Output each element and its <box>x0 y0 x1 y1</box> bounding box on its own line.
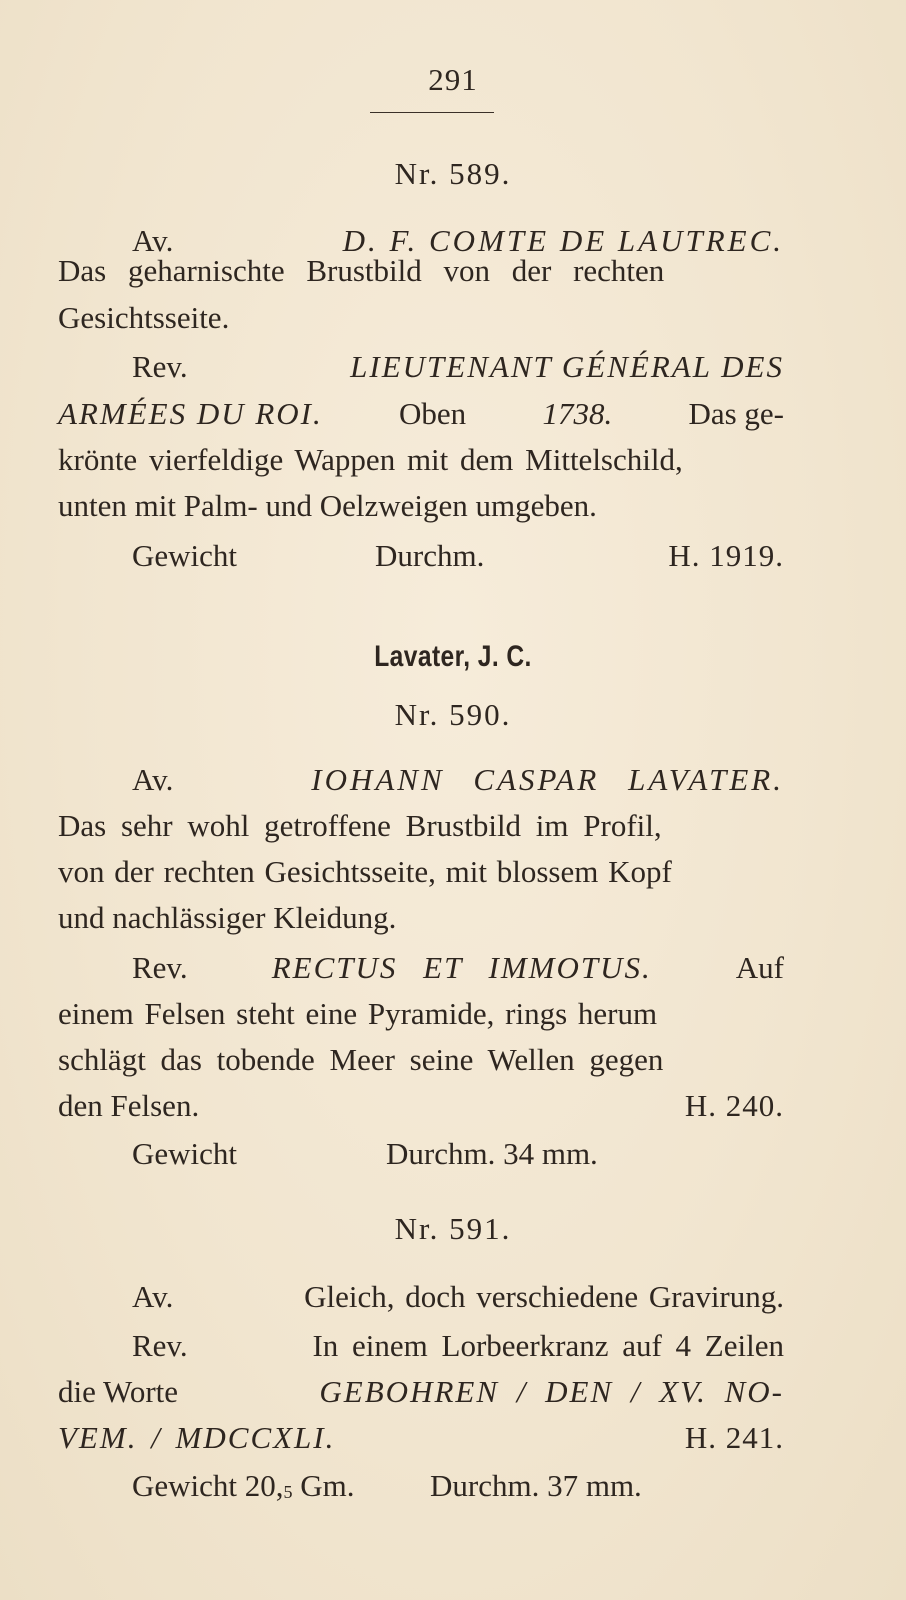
reverse-legend-cont: VEM. / MDCCXLI. <box>58 1420 336 1455</box>
entry-589-obverse-desc-1 <box>58 251 788 291</box>
entry-589-obverse-desc-2: Gesichtsseite. <box>58 300 230 335</box>
entry-589-reverse-desc-3: unten mit Palm- und Oelzweigen umgeben. <box>58 488 597 523</box>
obverse-label: Av. <box>132 223 174 258</box>
reverse-legend: RECTUS ET IMMOTUS. <box>271 950 652 985</box>
weight-value-sub: 5 <box>283 1482 293 1502</box>
oben-label: Oben <box>399 396 467 431</box>
page-number: 291 <box>428 62 478 97</box>
entry-591-obverse-line <box>132 1277 784 1317</box>
reverse-desc: In einem Lorbeerkranz auf 4 Zeilen <box>312 1328 784 1363</box>
entry-589-reverse-line-1 <box>132 347 784 387</box>
reverse-desc-cont: die Worte <box>58 1374 179 1409</box>
entry-590-obverse-desc-2: von der rechten Gesichtsseite, mit blossem Kopf <box>58 854 672 889</box>
entry-591-reverse-line-1 <box>132 1326 784 1366</box>
reverse-label: Rev. <box>132 349 188 384</box>
weight-label <box>132 1466 355 1512</box>
entry-590-reverse-desc-2: einem Felsen steht eine Pyramide, rings herum <box>58 996 658 1031</box>
entry-590-obverse-desc-3: und nachlässiger Kleidung. <box>58 900 397 935</box>
entry-589-number: Nr. 589. <box>394 156 512 191</box>
entry-591-reverse-line-2 <box>58 1372 784 1412</box>
reverse-desc-start: Das ge- <box>688 396 784 431</box>
entry-589-reverse-line-2 <box>58 394 784 434</box>
obverse-label: Av. <box>132 1279 174 1314</box>
obverse-desc: Gleich, doch verschiedene Gravirung. <box>304 1279 784 1314</box>
diameter-label: Durchm. 37 mm. <box>430 1468 642 1503</box>
page-number-rule <box>370 112 494 113</box>
obverse-label: Av. <box>132 762 174 797</box>
reverse-label: Rev. <box>132 1328 188 1363</box>
entry-590-reverse-line-1 <box>132 948 784 988</box>
catalogue-ref: H. 1919. <box>668 538 784 573</box>
section-heading: Lavater, J. C. <box>374 640 532 673</box>
diameter-label: Durchm. <box>375 538 485 573</box>
text-line: Das geharnischte Brustbild von der rechten <box>58 253 665 288</box>
diameter-label: Durchm. 34 mm. <box>386 1136 598 1171</box>
catalogue-ref: H. 241. <box>684 1420 784 1455</box>
reverse-desc-start: Auf <box>735 950 784 985</box>
reverse-year: 1738. <box>542 396 613 431</box>
catalogue-ref: H. 240. <box>684 1088 784 1123</box>
weight-label: Gewicht <box>132 538 238 573</box>
obverse-legend: IOHANN CASPAR LAVATER. <box>311 762 784 797</box>
entry-590-obverse-line <box>132 760 784 800</box>
entry-591-number: Nr. 591. <box>394 1211 512 1246</box>
weight-label: Gewicht <box>132 1136 238 1171</box>
weight-unit: Gm. <box>300 1468 355 1503</box>
reverse-legend: LIEUTENANT GÉNÉRAL DES <box>350 349 784 384</box>
reverse-label: Rev. <box>132 950 188 985</box>
entry-590-number: Nr. 590. <box>394 697 512 732</box>
obverse-legend: D. F. COMTE DE LAUTREC. <box>342 223 784 258</box>
entry-590-reverse-desc-3: schlägt das tobende Meer seine Wellen gegen <box>58 1042 664 1077</box>
reverse-legend-cont: ARMÉES DU ROI. <box>58 396 323 431</box>
weight-value: Gewicht 20, <box>132 1468 284 1503</box>
entry-590-obverse-desc-1: Das sehr wohl getroffene Brustbild im Profil, <box>58 808 662 843</box>
entry-589-reverse-desc-2: krönte vierfeldige Wappen mit dem Mittelschild, <box>58 442 683 477</box>
reverse-legend: GEBOHREN / DEN / XV. NO- <box>319 1374 784 1409</box>
reverse-desc-end: den Felsen. <box>58 1088 200 1123</box>
